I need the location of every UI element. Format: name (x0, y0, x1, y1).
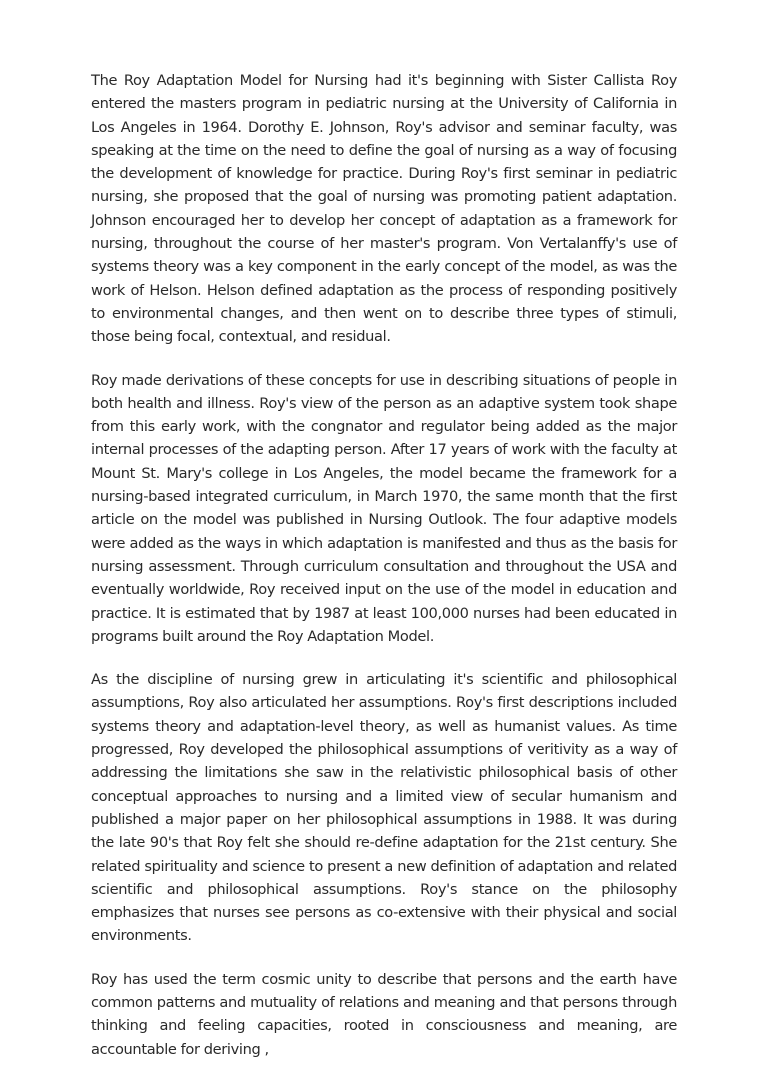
paragraph-3: As the discipline of nursing grew in articulating it's scientific and philosophical assumptions, Roy also articulated her assumptions. Roy's first descriptions included systems theory and adaptation-level theory, as well as humanist values. As time progressed, Roy developed the philosophical assumptions of veritivity as a way of addressing the limitations she saw in the relativistic philosophical basis of other conceptual approaches to nursing and a limited view of secular humanism and published a major paper on her philosophical assumptions in 1988. It was during the late 90's that Roy felt she should re-define adaptation for the 21st century. She related spirituality and science to present a new definition of adaptation and related scientific and philosophical assumptions. Roy's stance on the philosophy emphasizes that nurses see persons as co-extensive with their physical and social environments. (91, 671, 677, 945)
paragraph-2: Roy made derivations of these concepts for use in describing situations of people in both health and illness. Roy's view of the person as an adaptive system took shape from this early work, with the congnator and regulator being added as the major internal processes of the adapting person. After 17 years of work with the faculty at Mount St. Mary's college in Los Angeles, the model became the framework for a nursing-based integrated curriculum, in March 1970, the same month that the first article on the model was published in Nursing Outlook. The four adaptive models were added as the ways in which adaptation is manifested and thus as the basis for nursing assessment. Through curriculum consultation and throughout the USA and eventually worldwide, Roy received input on the use of the model in education and practice. It is estimated that by 1987 at least 100,000 nurses had been educated in programs built around the Roy Adaptation Model. (91, 371, 677, 645)
paragraph-4: Roy has used the term cosmic unity to describe that persons and the earth have common patterns and mutuality of relations and meaning and that persons through thinking and feeling capacities, rooted in consciousness and meaning, are accountable for deriving , (91, 970, 677, 1058)
document-body (91, 69, 677, 1081)
paragraph-1: The Roy Adaptation Model for Nursing had it's beginning with Sister Callista Roy entered the masters program in pediatric nursing at the University of California in Los Angeles in 1964. Dorothy E. Johnson, Roy's advisor and seminar faculty, was speaking at the time on the need to define the goal of nursing as a way of focusing the development of knowledge for practice. During Roy's first seminar in pediatric nursing, she proposed that the goal of nursing was promoting patient adaptation. Johnson encouraged her to develop her concept of adaptation as a framework for nursing, throughout the course of her master's program. Von Vertalanffy's use of systems theory was a key component in the early concept of the model, as was the work of Helson. Helson defined adaptation as the process of responding positively to environmental changes, and then went on to describe three types of stimuli, those being focal, contextual, and residual. (91, 72, 677, 346)
